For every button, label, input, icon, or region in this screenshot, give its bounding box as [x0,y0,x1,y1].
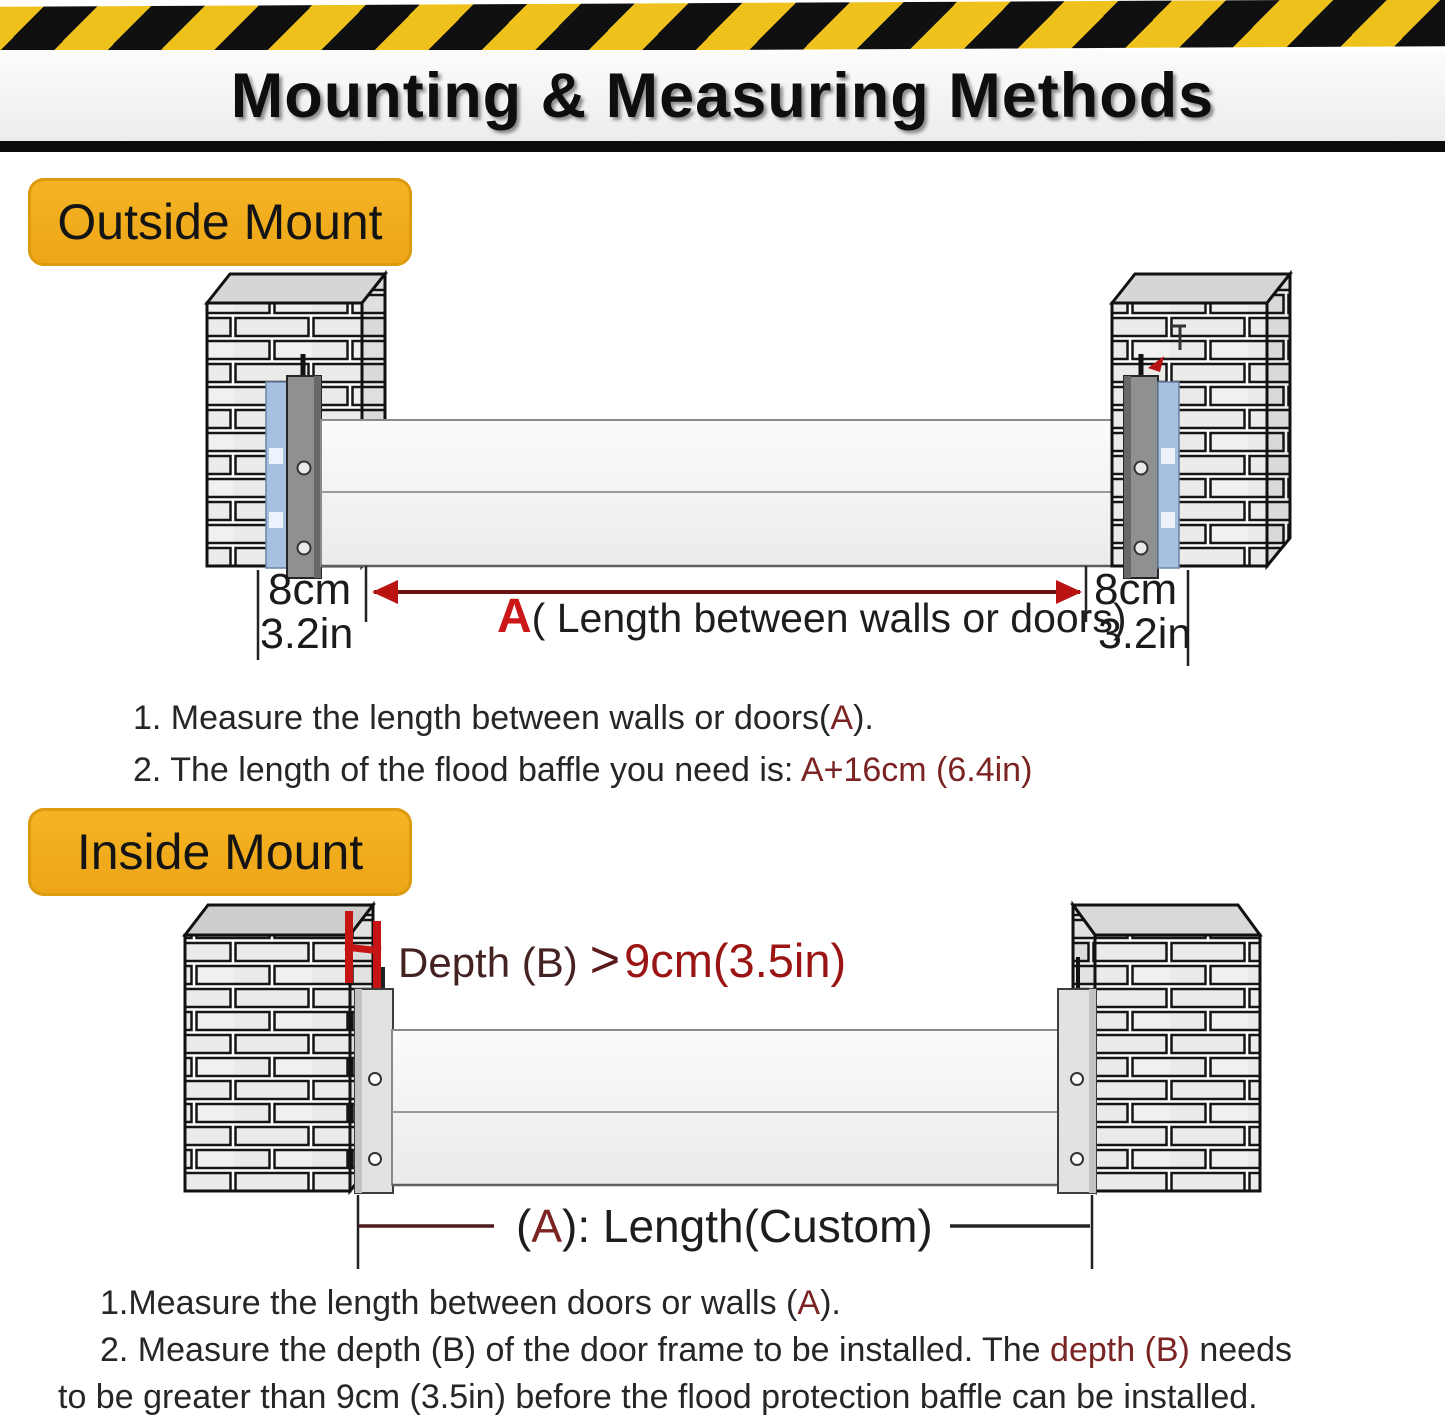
outside-mount-diagram [0,270,1445,682]
title-divider-bar [0,141,1445,152]
seal-strip [266,382,287,568]
outside-mount-badge: Outside Mount [28,178,412,266]
outside-step-1: 1. Measure the length between walls or doors(A). [133,699,874,737]
title-band [0,50,1445,141]
depth-requirement-label: Depth (B) >9cm(3.5in) [398,931,847,989]
right-offset-cm: 8cm [1094,565,1178,614]
left-offset-cm: 8cm [268,565,352,614]
outside-step-2: 2. The length of the flood baffle you need is: A+16cm (6.4in) [133,751,1033,789]
inside-mount-diagram [0,895,1445,1295]
span-length-label: A( Length between walls or doors) [497,590,1127,643]
custom-length-label: (A): Length(Custom) [516,1200,933,1252]
right-offset-in: 3.2in [1098,610,1192,658]
left-mounting-rail [266,354,321,578]
left-brick-pillar [185,905,373,1191]
screw-hole [1135,542,1148,555]
inside-step-2-line-1: 2. Measure the depth (B) of the door frame to be installed. The depth (B) needs [100,1331,1292,1369]
right-brick-pillar [1073,905,1260,1191]
page-title: Mounting & Measuring Methods [230,60,1215,131]
flood-barrier-panels [321,420,1128,566]
outside-measurements [258,565,1191,666]
screw-hole [298,542,311,555]
inside-measurements [358,1195,1092,1269]
seal-strip [1158,382,1179,568]
screw-hole [1071,1073,1083,1085]
screw-hole [1135,462,1148,475]
caution-tape-stripe [0,0,1445,54]
inside-step-2-line-2: to be greater than 9cm (3.5in) before the flood protection baffle can be installed. [58,1378,1258,1416]
screw-hole [298,462,311,475]
inside-mount-badge: Inside Mount [28,808,412,896]
outside-mount-instructions [133,692,1032,796]
screw-hole [1071,1153,1083,1165]
right-mounting-rail [1124,354,1179,578]
inside-step-1: 1.Measure the length between doors or walls (A). [100,1284,841,1322]
left-mounting-rail [355,967,393,1193]
inside-mount-instructions [58,1280,1292,1421]
screw-hole [369,1153,381,1165]
screw-hole [369,1073,381,1085]
arrow-head-left-icon [372,580,398,604]
flood-barrier-panels [392,1030,1058,1185]
left-offset-in: 3.2in [260,610,354,658]
right-mounting-rail [1058,957,1096,1193]
